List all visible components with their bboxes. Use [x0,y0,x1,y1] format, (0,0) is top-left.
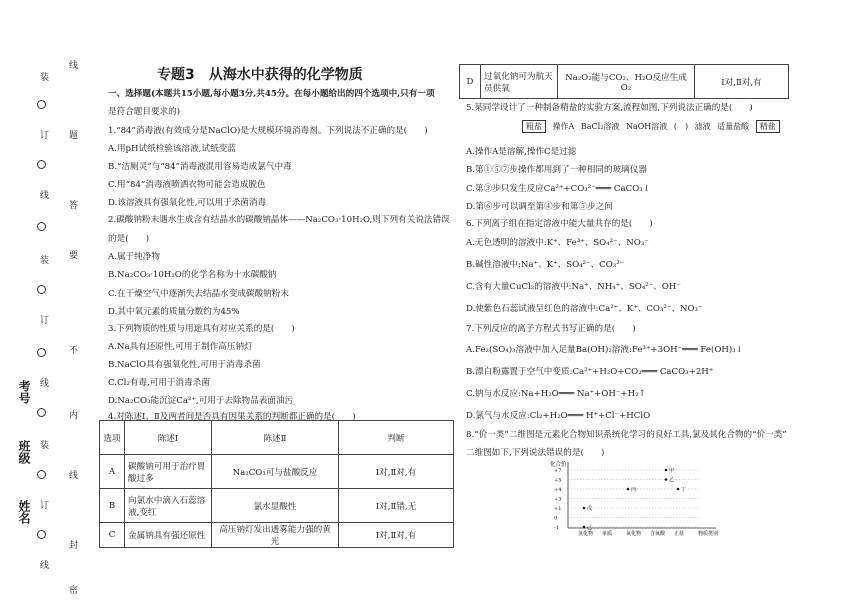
chart-ytick: -1 [554,525,559,531]
number-field-label: 考号 [17,380,31,404]
seal-word: 订 [38,500,48,509]
table-cell: 金属钠具有强还原性 [125,523,212,548]
flow-step: NaOH溶液 [625,122,668,131]
binding-circle [37,470,46,479]
q4-table [99,420,454,548]
chart-xtick: 正盐 [674,531,685,536]
q7-option: D.氯气与水反应:Cl₂+H₂O═══ H⁺+Cl⁻+HClO [466,411,651,421]
seal-word: 线 [67,60,77,69]
seal-word: 线 [38,378,48,387]
q4-stem: 4.对陈述Ⅰ、Ⅱ及两者间是否具有因果关系的判断都正确的是( ) [108,412,356,422]
q2-stem-cont: 的是( ) [108,234,150,244]
q2-stem: 2.碳酸钠粉末遇水生成含有结晶水的碳酸钠晶体——Na₂CO₃·10H₂O,则下列有关说法错误 [108,215,450,225]
chart-point [583,526,586,529]
table-cell: 高压钠灯发出透雾能力强的黄光 [212,523,339,548]
chart-xticks [578,530,718,536]
table-header: 判断 [339,421,454,455]
class-field-label: 班级 [17,440,31,464]
binding-circle [37,408,46,417]
seal-word: 密 [67,585,77,594]
table-cell: 氯水显酸性 [212,489,339,523]
q7-option: A.Fe₂(SO₄)₃溶液中加入足量Ba(OH)₂溶液:Fe³⁺+3OH⁻═══ Fe(OH)₃↓ [466,345,743,355]
q1-option: B.“洁厕灵”与“84”消毒液混用容易造成氯气中毒 [108,162,292,172]
q2-option: A.属于纯净物 [108,252,160,262]
table-cell: Ⅰ对,Ⅱ对,有 [339,455,454,489]
q1-option: D.该溶液具有强氧化性,可以用于杀菌消毒 [108,198,267,208]
binding-circle [37,285,46,294]
table-cell: A [100,455,125,489]
q6-option: C.含有大量CuCl₂的溶液中:Na⁺、NH₄⁺、SO₄²⁻、OH⁻ [466,282,681,292]
q8-stem-cont: 二维图如下,下列说法错误的是( ) [466,448,605,458]
chart-ytick: +3 [554,496,562,503]
chart-yticks [554,468,698,531]
chart-point-label: 戊 [587,506,593,512]
flow-step: 适量盐酸 [717,122,750,131]
chart-points [583,467,686,531]
flow-step: ( ) [673,122,689,131]
q2-option: D.其中氧元素的质量分数约为45% [108,307,240,317]
binding-circle [37,348,46,357]
q4-table-continued [459,64,789,99]
chart-point [677,488,680,491]
chart-point [583,507,586,510]
binding-column-middle [33,0,53,608]
chart-xtick: 氧化物 [626,531,642,536]
chart-point [627,488,630,491]
chart-point-label: 丙 [631,487,637,493]
seal-word: 装 [38,440,48,449]
q3-option: B.NaClO具有强氧化性,可用于消毒杀菌 [108,360,261,370]
chart-ytick: +1 [554,506,562,512]
flow-step: BaCl₂溶液 [580,122,620,131]
chart-point [665,469,668,472]
flow-step: 操作A [552,122,575,131]
table-cell: Ⅰ对,Ⅱ对,有 [339,523,454,548]
chart-point-label: 甲 [669,468,675,474]
q5-option: B.第①⑤⑦步操作都用到了一种相同的玻璃仪器 [466,165,647,175]
seal-word: 不 [67,345,77,354]
chart-ytick: +7 [554,468,562,474]
seal-word: 内 [67,410,77,419]
table-header: 选项 [100,421,125,455]
seal-word: 订 [38,315,48,324]
binding-column-inner [60,0,84,608]
q5-option: A.操作A是溶解,操作C是过滤 [466,147,577,157]
table-cell: 向氯水中滴入石蕊溶液,变红 [125,489,212,523]
seal-word: 线 [38,190,48,199]
chart-point [665,478,668,481]
q1-option: A.用pH试纸检验该溶液,试纸变蓝 [108,144,236,154]
seal-word: 封 [67,540,77,549]
q3-stem: 3.下列物质的性质与用途具有对应关系的是( ) [108,324,295,334]
flow-end: 精盐 [756,120,780,133]
q7-option: C.钠与水反应:Na+H₂O═══ Na⁺+OH⁻+H₂↑ [466,389,646,399]
chart-xtick: 氢化物 [578,531,594,536]
q6-option: A.无色透明的溶液中:K⁺、Fe³⁺、SO₄²⁻、NO₃⁻ [466,238,649,248]
table-cell: 过氧化钠可为航天员供氧 [481,65,558,99]
section-heading: 一、选择题(本题共15小题,每小题3分,共45分。在每小题给出的四个选项中,只有一项 [108,89,435,99]
q6-option: B.碱性溶液中:Na⁺、K⁺、SO₄²⁻、CO₃²⁻ [466,260,625,270]
q8-stem: 8.“价一类”二维图是元素化合物知识系统化学习的良好工具,氯及其化合物的“价一类” [466,430,787,440]
chart-ytick: +4 [554,487,562,493]
chart-xtick: 物质类别 [698,531,719,536]
chart-xtick: 含氧酸 [650,531,666,536]
q5-flow-diagram [522,120,780,133]
table-cell: C [100,523,125,548]
seal-word: 线 [38,560,48,569]
seal-word: 题 [67,130,77,139]
chart-ylabel: 化合价 [550,462,567,468]
table-cell: 碳酸钠可用于治疗胃酸过多 [125,455,212,489]
chart-ytick: +5 [554,477,562,484]
q6-stem: 6.下列离子组在指定溶液中能大量共存的是( ) [466,219,653,229]
q6-option: D.使紫色石蕊试液呈红色的溶液中:Ca²⁺、K⁺、CO₃²⁻、NO₃⁻ [466,304,703,314]
q7-stem: 7.下列反应的离子方程式书写正确的是( ) [466,324,636,334]
seal-word: 线 [67,470,77,479]
seal-word: 装 [38,255,48,264]
q3-option: A.Na具有还原性,可用于制作高压钠灯 [108,342,253,352]
q1-option: C.用“84”消毒液喷洒衣物可能会造成脱色 [108,180,266,190]
seal-word: 订 [38,130,48,139]
table-cell: Ⅰ对,Ⅱ对,有 [695,65,789,99]
binding-circle [37,160,46,169]
q2-option: B.Na₂CO₃·10H₂O的化学名称为十水碳酸钠 [108,270,277,280]
q3-option: D.Na₂CO₃能沉淀Ca²⁺,可用于去除物品表面油污 [108,396,294,406]
value-class-diagram [548,458,723,536]
page-title: 专题3 从海水中获得的化学物质 [157,67,363,83]
table-header: 陈述Ⅰ [125,421,212,455]
table-cell: Na₂CO₃可与盐酸反应 [212,455,339,489]
binding-circle [37,530,46,539]
binding-circle [37,222,46,231]
q2-option: C.在干燥空气中逐渐失去结晶水变成碳酸钠粉末 [108,289,289,299]
q1-stem: 1.“84”消毒液(有效成分是NaClO)是大规模环境消毒剂。下列说法不正确的是( ) [108,126,428,136]
section-heading-cont: 是符合题目要求的) [108,107,181,117]
chart-point-label: 乙 [669,477,675,484]
q3-option: C.Cl₂有毒,可用于消毒杀菌 [108,378,210,388]
table-cell: B [100,489,125,523]
seal-word: 要 [67,250,77,259]
binding-circle [37,100,46,109]
q7-option: B.漂白粉露置于空气中变质:Ca²⁺+H₂O+CO₂═══ CaCO₃+2H⁺ [466,367,714,377]
seal-word: 装 [38,72,48,81]
flow-step: 滤液 [694,122,711,131]
table-cell: D [460,65,481,99]
chart-xtick: 单质 [602,531,613,536]
q5-option: C.第③步只发生反应Ca²⁺+CO₃²⁻═══ CaCO₃↓ [466,184,650,194]
chart-ytick: 0 [554,515,558,522]
q5-option: D.第⑥步可以调至第④步和第⑤步之间 [466,202,613,212]
table-cell: Na₂O₂能与CO₂、H₂O反应生成O₂ [558,65,695,99]
table-header: 陈述Ⅱ [212,421,339,455]
q5-stem: 5.某同学设计了一种制备精盐的实验方案,流程如图,下列说法正确的是( ) [466,103,753,113]
name-field-label: 姓名 [17,500,31,524]
binding-column-outer [2,0,32,608]
table-cell: Ⅰ对,Ⅱ错,无 [339,489,454,523]
chart-point-label: 丁 [681,487,687,493]
seal-word: 答 [67,200,77,209]
flow-start: 粗盐 [522,120,546,133]
chart-point-label: 己 [587,525,593,531]
